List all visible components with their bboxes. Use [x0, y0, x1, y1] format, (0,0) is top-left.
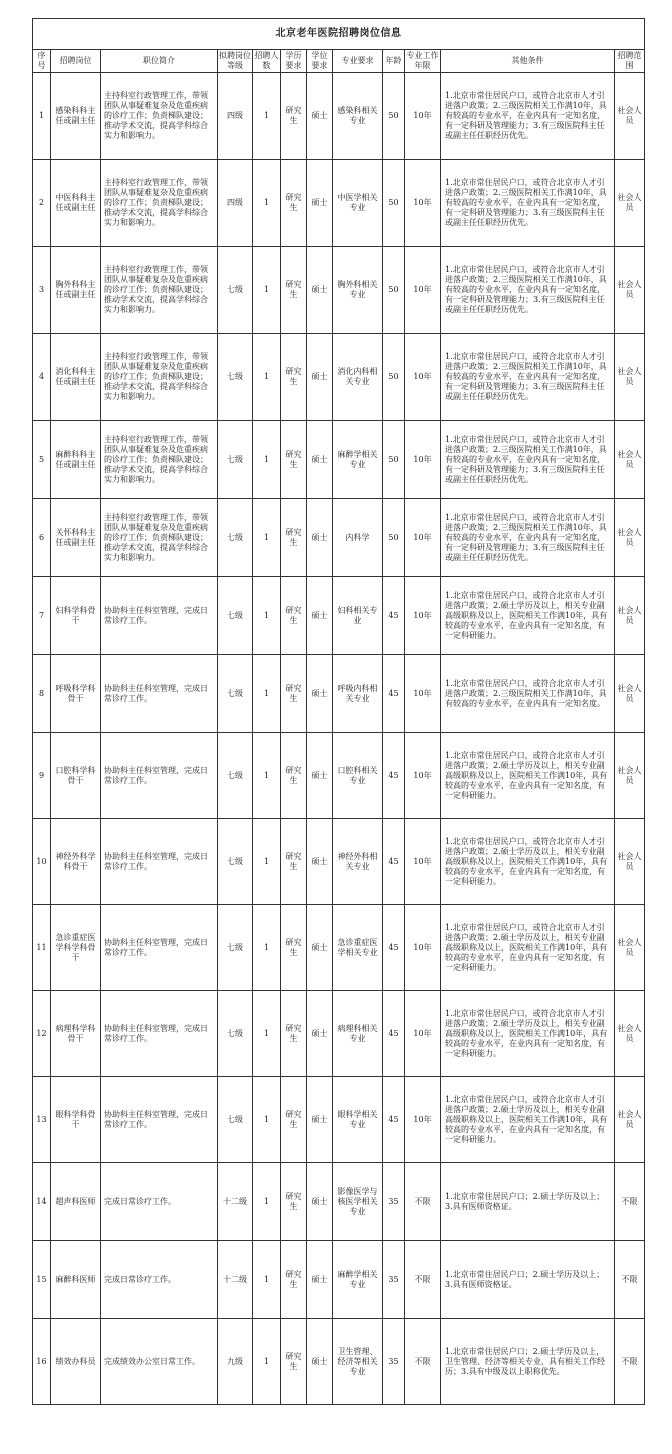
position-level: 七级	[218, 421, 253, 499]
recruitment-table	[32, 18, 645, 1405]
table-row	[33, 905, 645, 991]
work-years: 不限	[405, 1319, 441, 1405]
position-name: 感染科科主任或副主任	[51, 73, 101, 160]
degree-requirement: 硕士	[307, 1319, 333, 1405]
row-number: 13	[33, 1077, 51, 1163]
header-cell: 学位要求	[307, 50, 333, 73]
degree-requirement: 硕士	[307, 499, 333, 577]
position-name: 绩效办科员	[51, 1319, 101, 1405]
position-level: 七级	[218, 499, 253, 577]
degree-requirement: 硕士	[307, 655, 333, 733]
work-years: 不限	[405, 1163, 441, 1241]
table-row	[33, 160, 645, 247]
major-requirement: 胸外科相关专业	[333, 247, 383, 334]
education-requirement: 研究生	[281, 421, 307, 499]
education-requirement: 研究生	[281, 499, 307, 577]
row-number: 7	[33, 577, 51, 655]
major-requirement: 麻醉学相关专业	[333, 1241, 383, 1319]
position-description: 主持科室行政管理工作，带领团队从事疑难复杂及危重疾病的诊疗工作；负责梯队建设；推动学术交流，提高学科综合实力和影响力。	[101, 160, 218, 247]
work-years: 10年	[405, 73, 441, 160]
recruitment-scope: 社会人员	[615, 819, 645, 905]
education-requirement: 研究生	[281, 1319, 307, 1405]
age-limit: 50	[383, 247, 405, 334]
age-limit: 45	[383, 655, 405, 733]
row-number: 3	[33, 247, 51, 334]
hire-count: 1	[253, 905, 281, 991]
hire-count: 1	[253, 247, 281, 334]
table-row	[33, 421, 645, 499]
other-conditions: 1.北京市常住居民户口，或符合北京市人才引进落户政策；2.硕士学历及以上，相关专业副高级职称及以上，医院相关工作满10年，具有较高的专业水平，在业内具有一定知名度，有一定科研能力。	[441, 733, 615, 819]
header-cell: 专业工作年限	[405, 50, 441, 73]
position-description: 完成日常诊疗工作。	[101, 1163, 218, 1241]
row-number: 9	[33, 733, 51, 819]
hire-count: 1	[253, 73, 281, 160]
other-conditions: 1.北京市常住居民户口，或符合北京市人才引进落户政策；2.三级医院相关工作满10年，具有较高的专业水平，在业内具有一定知名度，有一定科研及管理能力；3.有三级医院科主任或副主任任职经历优先。	[441, 499, 615, 577]
recruitment-scope: 社会人员	[615, 1077, 645, 1163]
work-years: 10年	[405, 160, 441, 247]
other-conditions: 1.北京市常住居民户口；2.硕士学历及以上；3.具有医师资格证。	[441, 1241, 615, 1319]
position-level: 七级	[218, 905, 253, 991]
position-name: 妇科学科骨干	[51, 577, 101, 655]
recruitment-scope: 不限	[615, 1241, 645, 1319]
header-cell: 年龄	[383, 50, 405, 73]
position-description: 主持科室行政管理工作，带领团队从事疑难复杂及危重疾病的诊疗工作；负责梯队建设；推动学术交流，提高学科综合实力和影响力。	[101, 334, 218, 421]
position-description: 主持科室行政管理工作，带领团队从事疑难复杂及危重疾病的诊疗工作；负责梯队建设；推动学术交流，提高学科综合实力和影响力。	[101, 247, 218, 334]
other-conditions: 1.北京市常住居民户口，或符合北京市人才引进落户政策；2.硕士学历及以上，相关专业副高级职称及以上，医院相关工作满10年，具有较高的专业水平，在业内具有一定知名度，有一定科研能力。	[441, 991, 615, 1077]
hire-count: 1	[253, 1077, 281, 1163]
degree-requirement: 硕士	[307, 991, 333, 1077]
position-name: 呼吸科学科骨干	[51, 655, 101, 733]
table-row	[33, 733, 645, 819]
other-conditions: 1.北京市常住居民户口，或符合北京市人才引进落户政策；2.硕士学历及以上，相关专业副高级职称及以上，医院相关工作满10年，具有较高的专业水平，在业内具有一定知名度，有一定科研能力。	[441, 819, 615, 905]
recruitment-scope: 社会人员	[615, 247, 645, 334]
age-limit: 50	[383, 160, 405, 247]
position-description: 完成绩效办公室日常工作。	[101, 1319, 218, 1405]
table-row	[33, 334, 645, 421]
recruitment-scope: 社会人员	[615, 905, 645, 991]
other-conditions: 1.北京市常住居民户口，或符合北京市人才引进落户政策；2.三级医院相关工作满10年，具有较高的专业水平，在业内具有一定知名度，有一定科研及管理能力；3.有三级医院科主任或副主任任职经历优先。	[441, 247, 615, 334]
other-conditions: 1.北京市常住居民户口，或符合北京市人才引进落户政策；2.三级医院相关工作满10年，具有较高的专业水平，在业内具有一定知名度，有一定科研及管理能力；3.有三级医院科主任或副主任任职经历优先。	[441, 73, 615, 160]
education-requirement: 研究生	[281, 247, 307, 334]
position-description: 主持科室行政管理工作，带领团队从事疑难复杂及危重疾病的诊疗工作；负责梯队建设；推动学术交流，提高学科综合实力和影响力。	[101, 421, 218, 499]
hire-count: 1	[253, 577, 281, 655]
degree-requirement: 硕士	[307, 160, 333, 247]
education-requirement: 研究生	[281, 819, 307, 905]
position-level: 七级	[218, 819, 253, 905]
degree-requirement: 硕士	[307, 577, 333, 655]
row-number: 4	[33, 334, 51, 421]
other-conditions: 1.北京市常住居民户口，或符合北京市人才引进落户政策；2.三级医院相关工作满10年，具有较高的专业水平，在业内具有一定知名度。	[441, 655, 615, 733]
header-cell: 专业要求	[333, 50, 383, 73]
major-requirement: 呼吸内科相关专业	[333, 655, 383, 733]
position-level: 七级	[218, 1077, 253, 1163]
position-description: 协助科主任科室管理，完成日常诊疗工作。	[101, 819, 218, 905]
education-requirement: 研究生	[281, 1241, 307, 1319]
major-requirement: 影像医学与核医学相关专业	[333, 1163, 383, 1241]
document-page	[32, 18, 644, 1405]
hire-count: 1	[253, 655, 281, 733]
work-years: 10年	[405, 991, 441, 1077]
table-row	[33, 991, 645, 1077]
page-title: 北京老年医院招聘岗位信息	[33, 19, 645, 50]
degree-requirement: 硕士	[307, 1077, 333, 1163]
position-description: 完成日常诊疗工作。	[101, 1241, 218, 1319]
other-conditions: 1.北京市常住居民户口，或符合北京市人才引进落户政策；2.硕士学历及以上，相关专业副高级职称及以上，医院相关工作满10年，具有较高的专业水平，在业内具有一定知名度，有一定科研能力。	[441, 577, 615, 655]
degree-requirement: 硕士	[307, 1163, 333, 1241]
row-number: 8	[33, 655, 51, 733]
recruitment-scope: 社会人员	[615, 160, 645, 247]
major-requirement: 内科学	[333, 499, 383, 577]
position-name: 眼科学科骨干	[51, 1077, 101, 1163]
position-level: 七级	[218, 334, 253, 421]
table-row	[33, 819, 645, 905]
other-conditions: 1.北京市常住居民户口，或符合北京市人才引进落户政策；2.硕士学历及以上，相关专业副高级职称及以上，医院相关工作满10年，具有较高的专业水平，在业内具有一定知名度，有一定科研能力。	[441, 905, 615, 991]
row-number: 2	[33, 160, 51, 247]
degree-requirement: 硕士	[307, 1241, 333, 1319]
recruitment-scope: 社会人员	[615, 655, 645, 733]
degree-requirement: 硕士	[307, 733, 333, 819]
row-number: 10	[33, 819, 51, 905]
age-limit: 35	[383, 1319, 405, 1405]
row-number: 12	[33, 991, 51, 1077]
position-level: 十二级	[218, 1163, 253, 1241]
table-row	[33, 247, 645, 334]
work-years: 10年	[405, 577, 441, 655]
position-level: 四级	[218, 73, 253, 160]
hire-count: 1	[253, 1319, 281, 1405]
other-conditions: 1.北京市常住居民户口，或符合北京市人才引进落户政策；2.三级医院相关工作满10年，具有较高的专业水平，在业内具有一定知名度，有一定科研及管理能力；3.有三级医院科主任或副主任任职经历优先。	[441, 334, 615, 421]
major-requirement: 病理科相关专业	[333, 991, 383, 1077]
row-number: 6	[33, 499, 51, 577]
age-limit: 45	[383, 733, 405, 819]
age-limit: 50	[383, 73, 405, 160]
position-name: 神经外科学科骨干	[51, 819, 101, 905]
header-cell: 拟聘岗位等级	[218, 50, 253, 73]
table-header-row	[33, 50, 645, 73]
degree-requirement: 硕士	[307, 905, 333, 991]
recruitment-scope: 社会人员	[615, 499, 645, 577]
hire-count: 1	[253, 499, 281, 577]
education-requirement: 研究生	[281, 905, 307, 991]
header-cell: 职位简介	[101, 50, 218, 73]
other-conditions: 1.北京市常住居民户口，或符合北京市人才引进落户政策；2.三级医院相关工作满10年，具有较高的专业水平，在业内具有一定知名度，有一定科研及管理能力；3.有三级医院科主任或副主任任职经历优先。	[441, 160, 615, 247]
education-requirement: 研究生	[281, 1163, 307, 1241]
row-number: 1	[33, 73, 51, 160]
major-requirement: 急诊重症医学相关专业	[333, 905, 383, 991]
row-number: 16	[33, 1319, 51, 1405]
recruitment-scope: 社会人员	[615, 73, 645, 160]
hire-count: 1	[253, 819, 281, 905]
education-requirement: 研究生	[281, 1077, 307, 1163]
work-years: 10年	[405, 655, 441, 733]
hire-count: 1	[253, 334, 281, 421]
work-years: 10年	[405, 905, 441, 991]
age-limit: 45	[383, 991, 405, 1077]
degree-requirement: 硕士	[307, 247, 333, 334]
degree-requirement: 硕士	[307, 819, 333, 905]
education-requirement: 研究生	[281, 73, 307, 160]
recruitment-scope: 社会人员	[615, 421, 645, 499]
position-description: 主持科室行政管理工作，带领团队从事疑难复杂及危重疾病的诊疗工作；负责梯队建设；推动学术交流，提高学科综合实力和影响力。	[101, 499, 218, 577]
hire-count: 1	[253, 421, 281, 499]
row-number: 15	[33, 1241, 51, 1319]
major-requirement: 卫生管理、经济等相关专业	[333, 1319, 383, 1405]
major-requirement: 眼科学相关专业	[333, 1077, 383, 1163]
hire-count: 1	[253, 1241, 281, 1319]
work-years: 10年	[405, 1077, 441, 1163]
work-years: 不限	[405, 1241, 441, 1319]
position-description: 协助科主任科室管理，完成日常诊疗工作。	[101, 577, 218, 655]
work-years: 10年	[405, 819, 441, 905]
major-requirement: 消化内科相关专业	[333, 334, 383, 421]
recruitment-scope: 不限	[615, 1319, 645, 1405]
age-limit: 45	[383, 819, 405, 905]
work-years: 10年	[405, 733, 441, 819]
recruitment-scope: 不限	[615, 1163, 645, 1241]
other-conditions: 1.北京市常住居民户口；2.硕士学历及以上；3.具有医师资格证。	[441, 1163, 615, 1241]
major-requirement: 口腔科相关专业	[333, 733, 383, 819]
position-name: 病理科学科骨干	[51, 991, 101, 1077]
row-number: 14	[33, 1163, 51, 1241]
position-name: 关怀科科主任或副主任	[51, 499, 101, 577]
table-row	[33, 499, 645, 577]
position-level: 四级	[218, 160, 253, 247]
position-level: 七级	[218, 991, 253, 1077]
degree-requirement: 硕士	[307, 73, 333, 160]
header-cell: 学历要求	[281, 50, 307, 73]
hire-count: 1	[253, 991, 281, 1077]
header-cell: 招聘人数	[253, 50, 281, 73]
table-row	[33, 73, 645, 160]
education-requirement: 研究生	[281, 991, 307, 1077]
position-name: 口腔科学科骨干	[51, 733, 101, 819]
position-description: 协助科主任科室管理，完成日常诊疗工作。	[101, 655, 218, 733]
work-years: 10年	[405, 247, 441, 334]
age-limit: 45	[383, 577, 405, 655]
table-body	[33, 73, 645, 1405]
education-requirement: 研究生	[281, 733, 307, 819]
position-level: 七级	[218, 655, 253, 733]
position-description: 协助科主任科室管理，完成日常诊疗工作。	[101, 1077, 218, 1163]
position-level: 七级	[218, 577, 253, 655]
major-requirement: 妇科相关专业	[333, 577, 383, 655]
age-limit: 35	[383, 1163, 405, 1241]
education-requirement: 研究生	[281, 655, 307, 733]
education-requirement: 研究生	[281, 334, 307, 421]
position-name: 消化科科主任或副主任	[51, 334, 101, 421]
degree-requirement: 硕士	[307, 334, 333, 421]
table-row	[33, 655, 645, 733]
position-name: 中医科科主任或副主任	[51, 160, 101, 247]
recruitment-scope: 社会人员	[615, 577, 645, 655]
position-level: 七级	[218, 247, 253, 334]
header-cell: 招聘范围	[615, 50, 645, 73]
position-description: 协助科主任科室管理，完成日常诊疗工作。	[101, 991, 218, 1077]
other-conditions: 1.北京市常住居民户口；2.硕士学历及以上，卫生管理、经济等相关专业，具有相关工作经历；3.具有中级及以上职称优先。	[441, 1319, 615, 1405]
header-cell: 其他条件	[441, 50, 615, 73]
hire-count: 1	[253, 733, 281, 819]
position-name: 麻醉科医师	[51, 1241, 101, 1319]
position-level: 七级	[218, 733, 253, 819]
recruitment-scope: 社会人员	[615, 334, 645, 421]
position-name: 胸外科科主任或副主任	[51, 247, 101, 334]
age-limit: 45	[383, 905, 405, 991]
header-cell: 序号	[33, 50, 51, 73]
major-requirement: 神经外科相关专业	[333, 819, 383, 905]
table-row	[33, 1241, 645, 1319]
degree-requirement: 硕士	[307, 421, 333, 499]
position-description: 主持科室行政管理工作，带领团队从事疑难复杂及危重疾病的诊疗工作；负责梯队建设；推动学术交流，提高学科综合实力和影响力。	[101, 73, 218, 160]
education-requirement: 研究生	[281, 577, 307, 655]
position-description: 协助科主任科室管理，完成日常诊疗工作。	[101, 733, 218, 819]
position-level: 十二级	[218, 1241, 253, 1319]
age-limit: 35	[383, 1241, 405, 1319]
row-number: 5	[33, 421, 51, 499]
position-name: 麻醉科科主任或副主任	[51, 421, 101, 499]
hire-count: 1	[253, 160, 281, 247]
work-years: 10年	[405, 334, 441, 421]
age-limit: 50	[383, 421, 405, 499]
age-limit: 50	[383, 334, 405, 421]
other-conditions: 1.北京市常住居民户口，或符合北京市人才引进落户政策；2.硕士学历及以上，相关专业副高级职称及以上，医院相关工作满10年，具有较高的专业水平，在业内具有一定知名度，有一定科研能力。	[441, 1077, 615, 1163]
hire-count: 1	[253, 1163, 281, 1241]
major-requirement: 麻醉学相关专业	[333, 421, 383, 499]
table-row	[33, 1319, 645, 1405]
position-description: 协助科主任科室管理，完成日常诊疗工作。	[101, 905, 218, 991]
row-number: 11	[33, 905, 51, 991]
age-limit: 45	[383, 1077, 405, 1163]
position-name: 急诊重症医学科学科骨干	[51, 905, 101, 991]
table-row	[33, 1163, 645, 1241]
age-limit: 50	[383, 499, 405, 577]
work-years: 10年	[405, 421, 441, 499]
position-name: 超声科医师	[51, 1163, 101, 1241]
header-cell: 招聘岗位	[51, 50, 101, 73]
major-requirement: 中医学相关专业	[333, 160, 383, 247]
table-row	[33, 1077, 645, 1163]
work-years: 10年	[405, 499, 441, 577]
other-conditions: 1.北京市常住居民户口，或符合北京市人才引进落户政策；2.三级医院相关工作满10年，具有较高的专业水平，在业内具有一定知名度，有一定科研及管理能力；3.有三级医院科主任或副主任任职经历优先。	[441, 421, 615, 499]
table-row	[33, 577, 645, 655]
position-level: 九级	[218, 1319, 253, 1405]
education-requirement: 研究生	[281, 160, 307, 247]
major-requirement: 感染科相关专业	[333, 73, 383, 160]
recruitment-scope: 社会人员	[615, 991, 645, 1077]
recruitment-scope: 社会人员	[615, 733, 645, 819]
